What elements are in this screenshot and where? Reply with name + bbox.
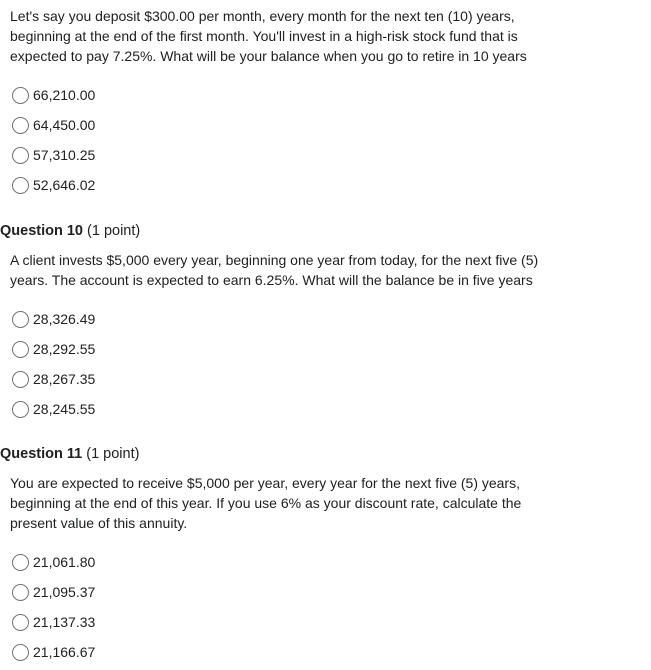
radio-button[interactable]	[12, 554, 29, 571]
choice-option[interactable]	[12, 80, 95, 110]
choice-label: 28,326.49	[33, 311, 96, 327]
choice-option[interactable]	[12, 170, 95, 200]
question-title: Question 11	[0, 446, 83, 462]
question-11-choices	[12, 547, 95, 667]
choice-label: 21,166.67	[33, 644, 96, 660]
choice-option[interactable]	[12, 140, 95, 170]
choice-label: 28,292.55	[33, 341, 96, 357]
radio-button[interactable]	[12, 311, 29, 328]
question-9-text: Let's say you deposit $300.00 per month, every month for the next ten (10) years, beginning at the end of the first month. You'll invest in a high-risk stock fund that is expected to pay 7.25%. What will be your balance when you go to retire in 10 years	[10, 8, 527, 64]
question-11-text: You are expected to receive $5,000 per year, every year for the next five (5) years, beginning at the end of this year. If you use 6% as your discount rate, calculate the present value of this annuity.	[10, 475, 522, 531]
question-10-choices	[12, 304, 95, 424]
choice-option[interactable]	[12, 394, 95, 424]
question-10-text: A client invests $5,000 every year, beginning one year from today, for the next five (5) years. The account is expected to earn 6.25%. What will the balance be in five years	[10, 252, 539, 288]
question-points: (1 point)	[86, 446, 140, 462]
choice-option[interactable]	[12, 607, 95, 637]
choice-label: 28,267.35	[33, 371, 96, 387]
question-points: (1 point)	[87, 223, 141, 239]
choice-option[interactable]	[12, 364, 95, 394]
radio-button[interactable]	[12, 177, 29, 194]
radio-button[interactable]	[12, 401, 29, 418]
choice-label: 66,210.00	[33, 87, 96, 103]
choice-option[interactable]	[12, 334, 95, 364]
radio-button[interactable]	[12, 341, 29, 358]
choice-option[interactable]	[12, 547, 95, 577]
choice-option[interactable]	[12, 304, 95, 334]
question-11-header	[0, 445, 139, 463]
radio-button[interactable]	[12, 87, 29, 104]
question-10-header	[0, 222, 140, 240]
choice-option[interactable]	[12, 577, 95, 607]
choice-label: 57,310.25	[33, 147, 96, 163]
radio-button[interactable]	[12, 644, 29, 661]
choice-label: 21,061.80	[33, 554, 96, 570]
radio-button[interactable]	[12, 117, 29, 134]
choice-label: 21,095.37	[33, 584, 96, 600]
choice-option[interactable]	[12, 637, 95, 667]
choice-label: 28,245.55	[33, 401, 96, 417]
choice-label: 21,137.33	[33, 614, 96, 630]
radio-button[interactable]	[12, 584, 29, 601]
choice-option[interactable]	[12, 110, 95, 140]
choice-label: 64,450.00	[33, 117, 96, 133]
choice-label: 52,646.02	[33, 177, 96, 193]
question-title: Question 10	[0, 223, 83, 239]
radio-button[interactable]	[12, 614, 29, 631]
question-9-choices	[12, 80, 95, 200]
radio-button[interactable]	[12, 147, 29, 164]
radio-button[interactable]	[12, 371, 29, 388]
